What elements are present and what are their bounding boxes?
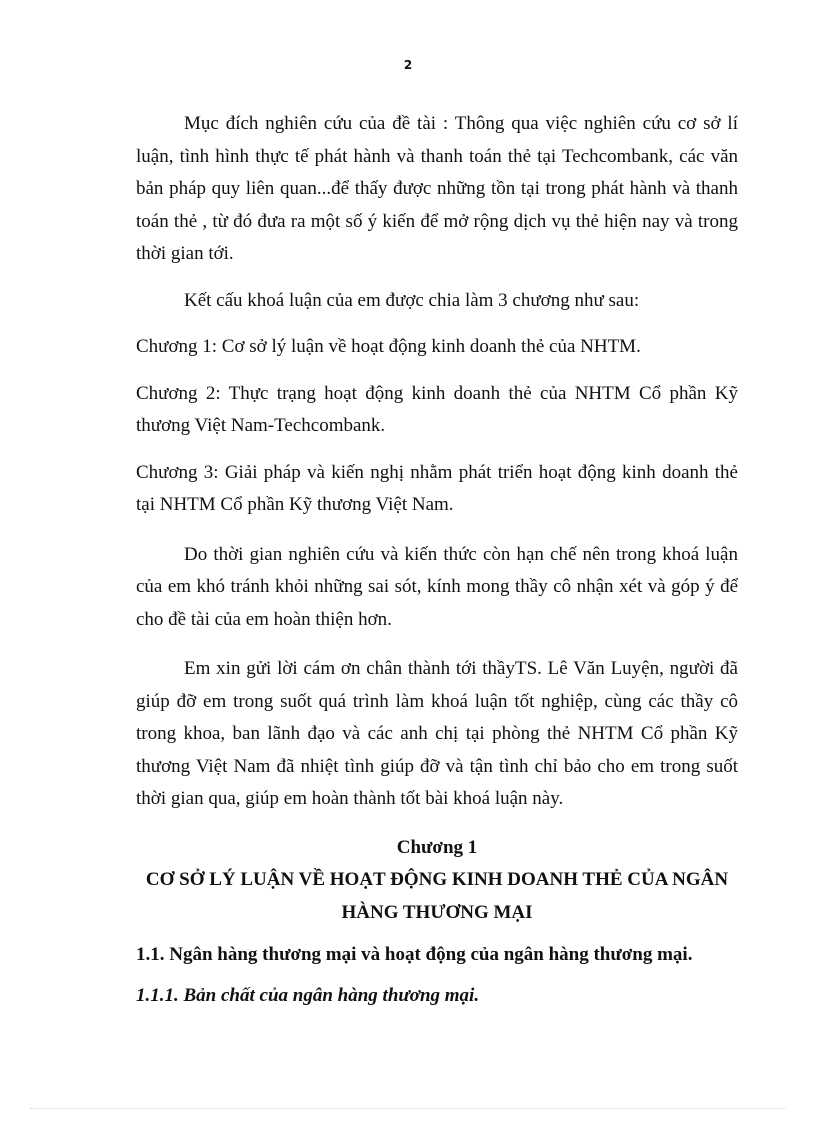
section-heading: 1.1. Ngân hàng thương mại và hoạt động của ngân hàng thương mại. — [136, 944, 693, 965]
chapter-1-summary: Chương 1: Cơ sở lý luận về hoạt động kinh doanh thẻ của NHTM. — [136, 336, 641, 357]
chapter-3-summary: Chương 3: Giải pháp và kiến nghị nhằm phát triển hoạt động kinh doanh thẻ tại NHTM Cổ phần Kỹ thương Việt Nam. — [136, 461, 738, 515]
chapter-2-summary: Chương 2: Thực trạng hoạt động kinh doanh thẻ của NHTM Cổ phần Kỹ thương Việt Nam-Techcombank. — [136, 382, 738, 436]
subsection-heading: 1.1.1. Bản chất của ngân hàng thương mại. — [136, 984, 480, 1006]
page-number: 2 — [403, 58, 413, 72]
page-bottom-divider — [30, 1108, 786, 1109]
structure-intro-paragraph: Kết cấu khoá luận của em được chia làm 3 chương như sau: — [184, 289, 640, 311]
chapter-label: Chương 1 — [396, 836, 478, 858]
document-body — [136, 108, 738, 1012]
chapter-title: CƠ SỞ LÝ LUẬN VỀ HOẠT ĐỘNG KINH DOANH THẺ CỦA NGÂN HÀNG THƯƠNG MẠI — [145, 869, 729, 923]
limitation-paragraph: Do thời gian nghiên cứu và kiến thức còn hạn chế nên trong khoá luận của em khó tránh khỏi những sai sót, kính mong thầy cô nhận xét và góp ý để cho đề tài của em hoàn thiện hơn. — [136, 543, 738, 630]
purpose-paragraph: Mục đích nghiên cứu của đề tài : Thông qua việc nghiên cứu cơ sở lí luận, tình hình thực tế phát hành và thanh toán thẻ tại Techcombank, các văn bản pháp quy liên quan...để thấy được những tồn tại trong phát hành và thanh toán thẻ , từ đó đưa ra một số ý kiến để mở rộng dịch vụ thẻ hiện nay và trong thời gian tới. — [136, 113, 738, 264]
thanks-paragraph: Em xin gửi lời cám ơn chân thành tới thầyTS. Lê Văn Luyện, người đã giúp đỡ em trong suốt quá trình làm khoá luận tốt nghiệp, cùng các thầy cô trong khoa, ban lãnh đạo và các anh chị tại phòng thẻ NHTM Cổ phần Kỹ thương Việt Nam đã nhiệt tình giúp đỡ và tận tình chỉ bảo cho em trong suốt thời gian qua, giúp em hoàn thành tốt bài khoá luận này. — [136, 658, 738, 809]
